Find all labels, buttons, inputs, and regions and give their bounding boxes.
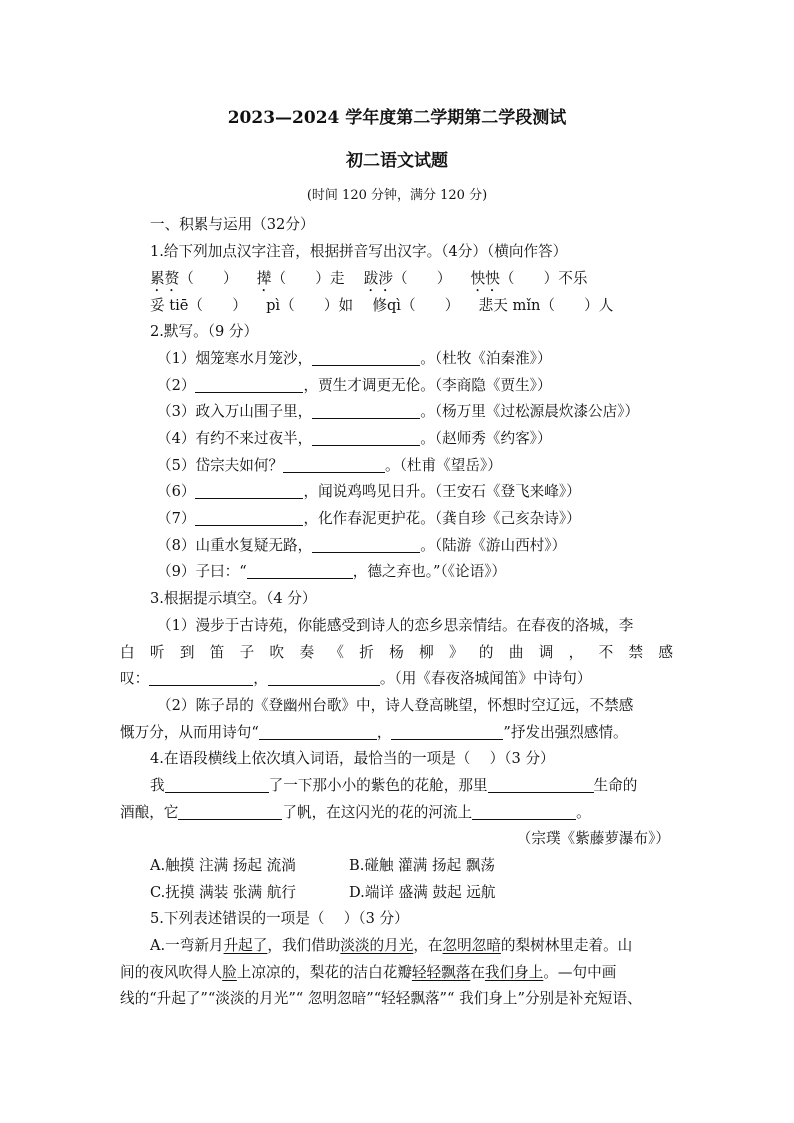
q5-underlined-phrase: 升起了 bbox=[223, 937, 268, 954]
q3-p2-line-2-c: ”抒发出强烈感情。 bbox=[503, 724, 628, 741]
q2-line-6 bbox=[157, 483, 581, 501]
q1-row1 bbox=[150, 270, 587, 295]
q3-p2-line-1: （2）陈子昂的《登幽州台歌》中，诗人登高眺望，怀想时空辽远，不禁感 bbox=[157, 697, 634, 714]
q1-word-3: 跋涉 bbox=[363, 270, 393, 287]
q4-passage-line-1 bbox=[150, 777, 637, 795]
q1-word-5: 妥 tiē bbox=[150, 297, 189, 314]
q3-p1-line-3-c: 。（用《春夜洛城闻笛》中诗句） bbox=[379, 670, 592, 687]
q5-underlined-phrase: 我们身上 bbox=[484, 964, 544, 981]
q4-option-b[interactable]: B.碰触 灌满 扬起 飘荡 bbox=[349, 857, 496, 874]
q2-line-2 bbox=[157, 377, 552, 395]
q2-line-3-a: （3）政入万山围子里， bbox=[157, 403, 313, 420]
q5-prompt: 5.下列表述错误的一项是（ ）（3 分） bbox=[150, 910, 409, 927]
answer-blank[interactable] bbox=[488, 778, 594, 793]
q2-line-5-b: 。（杜甫《望岳》） bbox=[385, 457, 502, 474]
q2-line-2-b: ，贾生才调更无伦。（李商隐《贾生》） bbox=[303, 377, 552, 394]
exam-subtitle: 初二语文试题 bbox=[346, 151, 448, 171]
q2-line-4 bbox=[157, 430, 552, 448]
q4-passage-1-b: 了一下那小小的紫色的花舱，那里 bbox=[268, 777, 488, 794]
q1-word-8-tail: 人 bbox=[598, 297, 614, 314]
answer-blank[interactable] bbox=[312, 404, 420, 419]
q1-blank-6: （ ） bbox=[280, 297, 339, 314]
q1-blank-2: （ ） bbox=[271, 270, 330, 287]
q5-underlined-phrase: 忽明忽暗 bbox=[442, 937, 501, 954]
q5-text: ，在 bbox=[413, 937, 443, 954]
q1-blank-7: （ ） bbox=[400, 297, 460, 314]
answer-blank[interactable] bbox=[165, 778, 269, 793]
q5-option-a-line-2 bbox=[120, 964, 616, 982]
answer-blank[interactable] bbox=[312, 351, 420, 366]
q2-line-3 bbox=[157, 403, 639, 421]
q1-word-4: 怏怏 bbox=[470, 270, 500, 287]
q1-word-8: 悲天 mǐn bbox=[478, 297, 541, 314]
q4-option-d[interactable]: D.端详 盛满 鼓起 远航 bbox=[349, 884, 496, 901]
section-heading: 一、积累与运用（32分） bbox=[150, 216, 315, 233]
q1-word-6-tail: 如 bbox=[338, 297, 354, 314]
answer-blank[interactable] bbox=[259, 725, 377, 740]
exam-time-note: (时间 120 分钟，满分 120 分) bbox=[306, 188, 488, 203]
q2-line-9 bbox=[157, 563, 506, 581]
q5-text: 上凉凉的，梨花的洁白花瓣 bbox=[236, 964, 412, 981]
q2-line-5-a: （5）岱宗夫如何？ bbox=[157, 457, 284, 474]
q1-word-2-tail: 走 bbox=[329, 270, 345, 287]
q2-line-4-b: 。（赵师秀《约客》） bbox=[420, 430, 552, 447]
q5-underlined-phrase: 淡淡的月光 bbox=[340, 937, 414, 954]
q5-option-a-line-3: 线的“升起了”“淡淡的月光”“ 忽明忽暗”“轻轻飘落”“ 我们身上”分别是补充短语、 bbox=[120, 990, 642, 1007]
q5-text: A.一弯新月 bbox=[150, 937, 224, 954]
answer-blank[interactable] bbox=[312, 538, 420, 553]
q3-p2-line-2-a: 慨万分，从而用诗句“ bbox=[120, 724, 259, 741]
q4-option-a[interactable]: A.触摸 注满 扬起 流淌 bbox=[150, 857, 296, 874]
q2-line-9-b: ，德之弃也。”（《论语》） bbox=[352, 563, 507, 580]
q4-passage-line-2 bbox=[120, 804, 591, 822]
q2-line-6-b: ，闻说鸡鸣见日升。（王安石《登飞来峰》） bbox=[303, 483, 581, 500]
q1-blank-5: （ ） bbox=[188, 297, 247, 314]
q1-blank-3: （ ） bbox=[392, 270, 452, 287]
q5-option-a-line-1 bbox=[150, 937, 632, 955]
q3-prompt: 3.根据提示填空。（4 分） bbox=[150, 590, 317, 607]
q4-passage-2-b: 了帆，在这闪光的花的河流上 bbox=[282, 804, 473, 821]
q5-text: 的梨树林里走着。山 bbox=[500, 937, 633, 954]
q2-line-8-a: （8）山重水复疑无路， bbox=[157, 537, 313, 554]
answer-blank[interactable] bbox=[247, 564, 353, 579]
q4-option-c[interactable]: C.抚摸 满装 张满 航行 bbox=[150, 884, 296, 901]
q2-line-7 bbox=[157, 510, 581, 528]
answer-blank[interactable] bbox=[178, 805, 282, 820]
q4-passage-2-c: 。 bbox=[576, 804, 591, 821]
q4-source: （宗璞《紫藤萝瀑布》） bbox=[516, 830, 670, 847]
answer-blank[interactable] bbox=[149, 671, 253, 686]
answer-blank[interactable] bbox=[312, 431, 420, 446]
q1-word-2: 撵 bbox=[256, 270, 272, 287]
q3-p1-line-1: （1）漫步于古诗苑，你能感受到诗人的恋乡思亲情结。在春夜的洛城，李 bbox=[157, 617, 634, 634]
q1-word-6: pì bbox=[266, 297, 281, 314]
q2-line-4-a: （4）有约不来过夜半， bbox=[157, 430, 313, 447]
q1-prompt: 1.给下列加点汉字注音，根据拼音写出汉字。（4分）（横向作答） bbox=[150, 243, 568, 260]
q3-p2-line-2-b: ， bbox=[376, 724, 392, 741]
q4-passage-2-a: 酒酿，它 bbox=[120, 804, 179, 821]
q4-prompt: 4.在语段横线上依次填入词语，最恰当的一项是（ ）（3 分） bbox=[150, 750, 555, 767]
q2-prompt: 2.默写。（9 分） bbox=[150, 323, 259, 340]
q3-p1-line-3-a: 叹： bbox=[120, 670, 150, 687]
answer-blank[interactable] bbox=[195, 484, 303, 499]
q2-line-7-b: ，化作春泥更护花。（龚自珍《己亥杂诗》） bbox=[303, 510, 581, 527]
q1-word-4-tail: 不乐 bbox=[558, 270, 588, 287]
q1-blank-1: （ ） bbox=[179, 270, 238, 287]
q2-line-8 bbox=[157, 537, 566, 555]
q2-line-9-a: （9）子曰：“ bbox=[157, 563, 247, 580]
q1-blank-4: （ ） bbox=[499, 270, 559, 287]
answer-blank[interactable] bbox=[268, 671, 380, 686]
q5-text: 。—句中画 bbox=[543, 964, 617, 981]
answer-blank[interactable] bbox=[195, 378, 303, 393]
q2-line-1-b: 。（杜牧《泊秦淮》） bbox=[420, 350, 552, 367]
q5-text: ，我们借助 bbox=[267, 937, 341, 954]
q5-text: 间的夜风吹得人 bbox=[120, 964, 223, 981]
answer-blank[interactable] bbox=[195, 511, 303, 526]
answer-blank[interactable] bbox=[283, 458, 385, 473]
q3-p1-line-2: 白听到笛子吹奏《折杨柳》的曲调，不禁感 bbox=[120, 644, 673, 661]
q3-p2-line-2 bbox=[120, 724, 628, 742]
answer-blank[interactable] bbox=[391, 725, 503, 740]
q2-line-1-a: （1）烟笼寒水月笼沙， bbox=[157, 350, 313, 367]
q1-row2 bbox=[150, 297, 613, 315]
q5-underlined-phrase: 轻轻飘落 bbox=[411, 964, 471, 981]
q1-word-1: 累赘 bbox=[150, 270, 180, 287]
q5-underlined-phrase: 脸 bbox=[222, 964, 237, 981]
exam-title: 2023—2024 学年度第二学期第二学段测试 bbox=[227, 108, 567, 128]
q1-word-7: 修qì bbox=[372, 297, 401, 314]
q4-passage-1-a: 我 bbox=[150, 777, 165, 794]
q4-passage-1-c: 生命的 bbox=[593, 777, 638, 794]
answer-blank[interactable] bbox=[472, 805, 576, 820]
q2-line-2-a: （2） bbox=[157, 377, 196, 394]
q2-line-8-b: 。（陆游《游山西村》） bbox=[420, 537, 567, 554]
q3-p1-line-3 bbox=[120, 670, 591, 688]
q1-blank-8: （ ） bbox=[540, 297, 599, 314]
q2-line-6-a: （6） bbox=[157, 483, 196, 500]
q2-line-3-b: 。（杨万里《过松源晨炊漆公店》） bbox=[420, 403, 640, 420]
q5-text: 在 bbox=[470, 964, 485, 981]
q3-p1-line-3-b: ， bbox=[253, 670, 268, 687]
q2-line-7-a: （7） bbox=[157, 510, 196, 527]
q2-line-5 bbox=[157, 457, 502, 475]
q2-line-1 bbox=[157, 350, 552, 368]
